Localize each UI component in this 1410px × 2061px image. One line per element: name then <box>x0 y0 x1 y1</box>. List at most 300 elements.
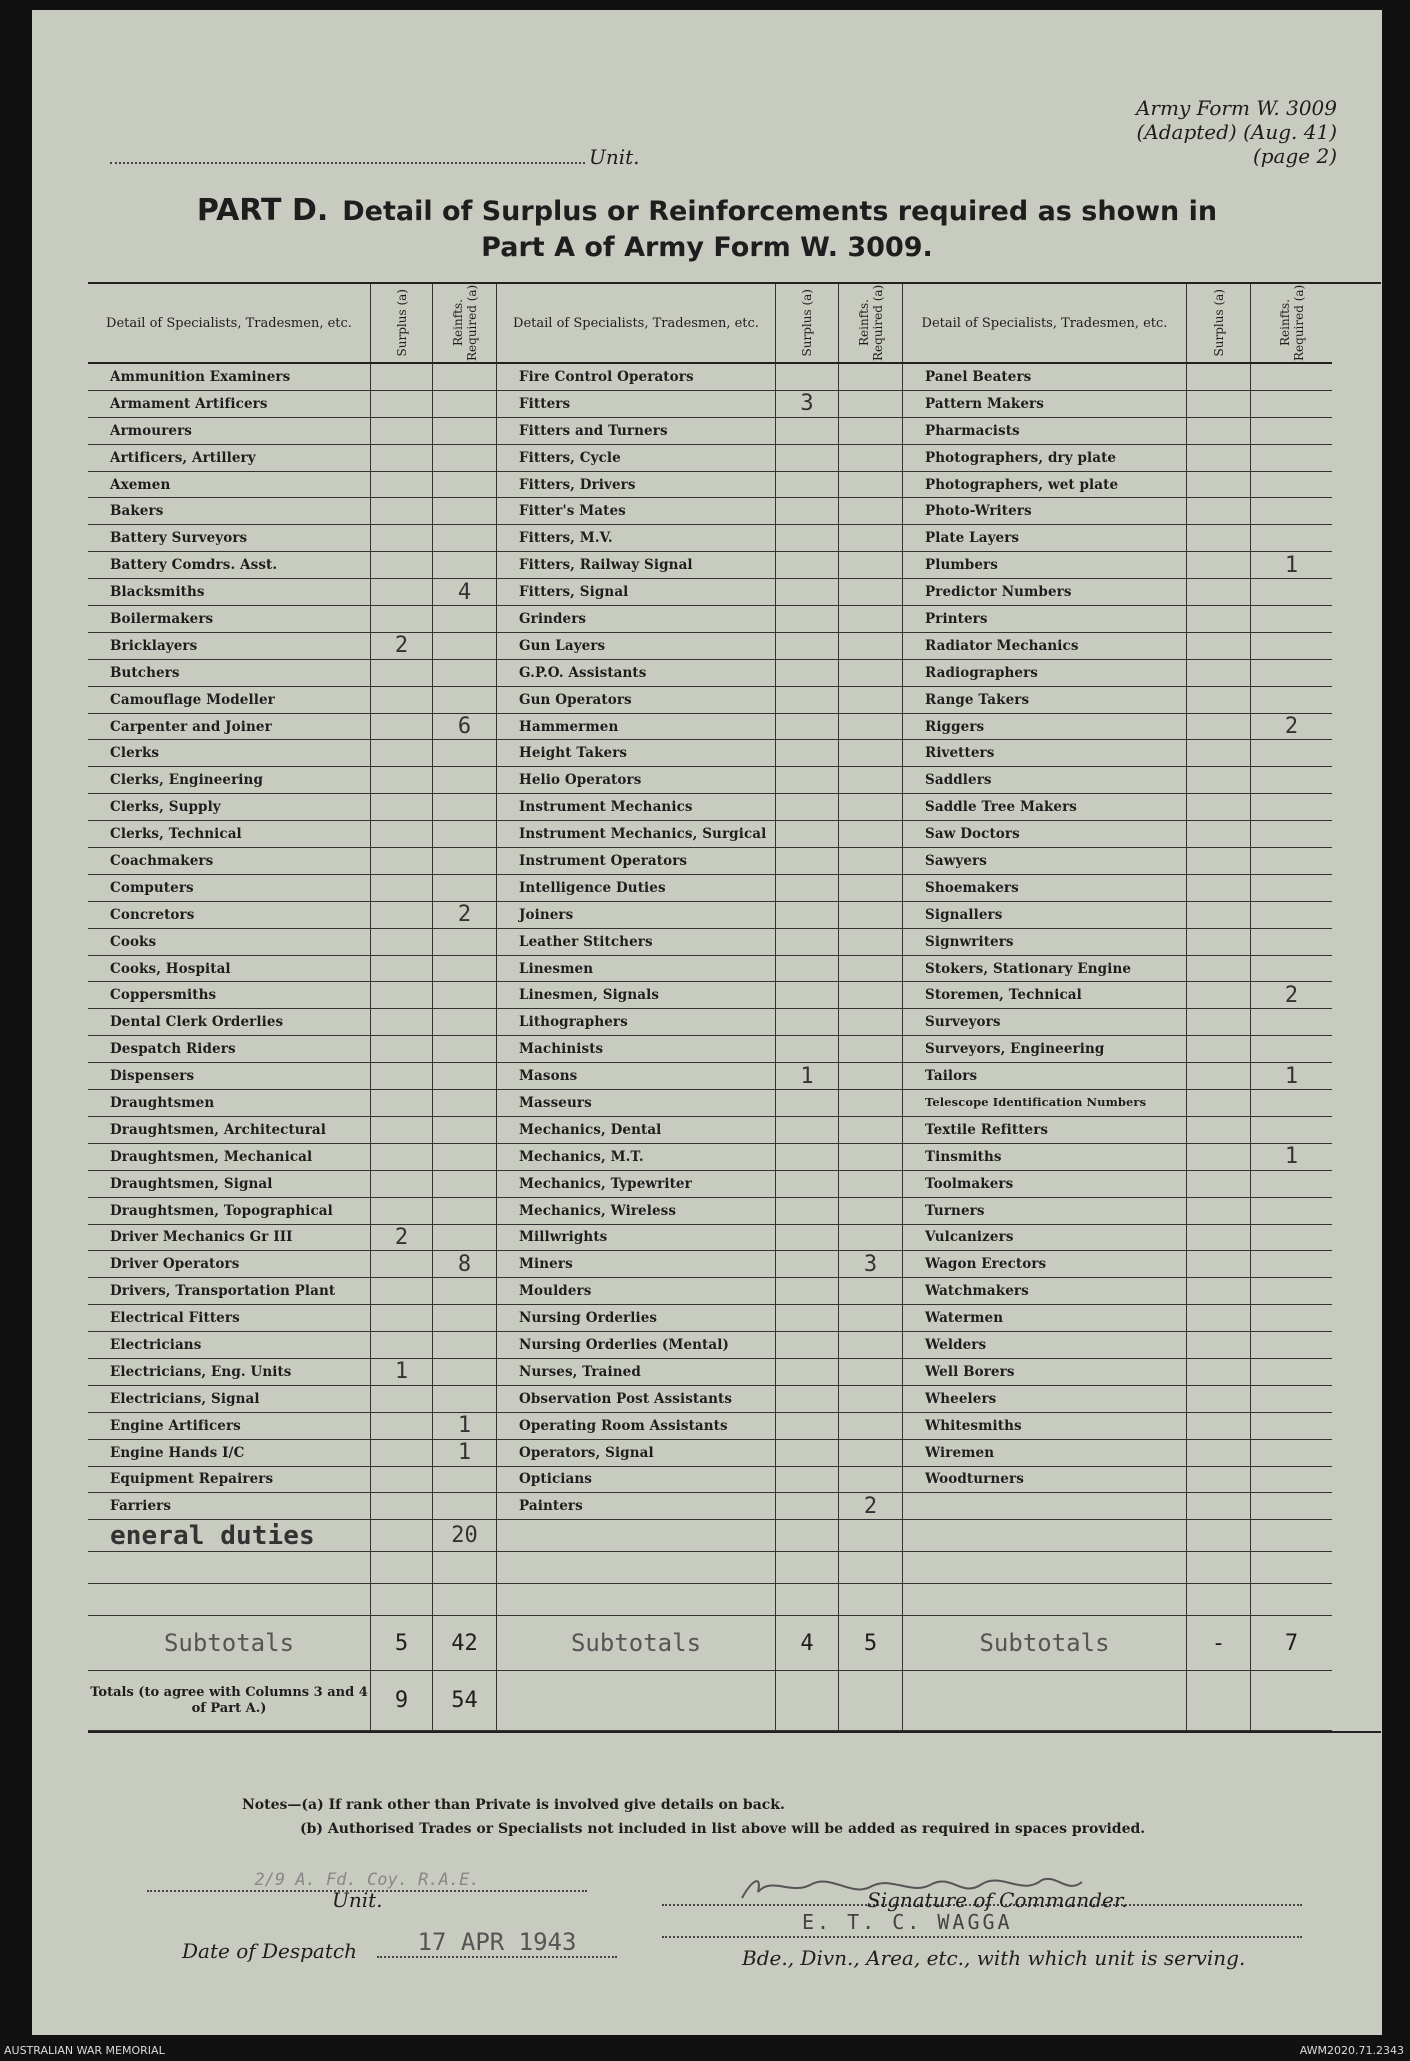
reinfts-value <box>433 660 497 687</box>
surplus-value <box>1187 929 1251 956</box>
trade-label: Panel Beaters <box>903 364 1187 391</box>
trade-label: Printers <box>903 606 1187 633</box>
reinfts-value <box>1251 606 1332 633</box>
surplus-value <box>776 552 839 579</box>
reinfts-value <box>1251 472 1332 499</box>
trade-label: Well Borers <box>903 1359 1187 1386</box>
trade-label: Textile Refitters <box>903 1117 1187 1144</box>
archive-footer <box>0 2044 1410 2061</box>
trade-label: Photo-Writers <box>903 498 1187 525</box>
blank-cell <box>839 1584 903 1616</box>
surplus-value <box>1187 1251 1251 1278</box>
reinfts-value <box>839 364 903 391</box>
trade-label: Dispensers <box>88 1063 371 1090</box>
header-reinfts-label: Reinfts. Required (a) <box>1277 284 1306 362</box>
trade-label: Clerks, Supply <box>88 794 371 821</box>
date-stamp: 17 APR 1943 <box>377 1928 617 1958</box>
trade-label: Electrical Fitters <box>88 1305 371 1332</box>
trade-label: Draughtsmen, Signal <box>88 1171 371 1198</box>
reinfts-value <box>433 1278 497 1305</box>
trade-label: Equipment Repairers <box>88 1467 371 1494</box>
reinfts-value <box>1251 794 1332 821</box>
surplus-value <box>371 418 433 445</box>
surplus-value <box>371 848 433 875</box>
header-reinfts <box>839 284 903 364</box>
surplus-value <box>1187 1332 1251 1359</box>
surplus-value <box>1187 1440 1251 1467</box>
trade-label: Pharmacists <box>903 418 1187 445</box>
blank-cell <box>1251 1520 1332 1552</box>
surplus-value <box>776 1332 839 1359</box>
surplus-value <box>1187 821 1251 848</box>
blank-cell <box>839 1552 903 1584</box>
surplus-value <box>371 1386 433 1413</box>
trade-label: Clerks, Technical <box>88 821 371 848</box>
reinfts-value <box>1251 579 1332 606</box>
reinfts-value <box>839 552 903 579</box>
surplus-value <box>371 956 433 983</box>
reinfts-value <box>839 418 903 445</box>
reinfts-value <box>1251 848 1332 875</box>
surplus-value <box>776 445 839 472</box>
trade-label: Saw Doctors <box>903 821 1187 848</box>
reinfts-value <box>433 1171 497 1198</box>
reinfts-value <box>1251 633 1332 660</box>
blank-cell <box>433 1584 497 1616</box>
surplus-value <box>776 1305 839 1332</box>
reinfts-value <box>839 472 903 499</box>
header-surplus <box>371 284 433 364</box>
trade-label: Engine Artificers <box>88 1413 371 1440</box>
reinfts-value: 2 <box>839 1493 903 1520</box>
surplus-value <box>776 1386 839 1413</box>
form-number: Army Form W. 3009 <box>1135 96 1337 120</box>
surplus-value <box>371 821 433 848</box>
blank-cell <box>839 1520 903 1552</box>
trade-label: Photographers, dry plate <box>903 445 1187 472</box>
surplus-value <box>776 982 839 1009</box>
reinfts-value <box>1251 1009 1332 1036</box>
trade-label: Instrument Operators <box>497 848 776 875</box>
surplus-value <box>1187 1063 1251 1090</box>
surplus-value <box>1187 1009 1251 1036</box>
surplus-value <box>1187 714 1251 741</box>
reinfts-value: 1 <box>433 1440 497 1467</box>
header-reinfts-label: Reinfts. Required (a) <box>450 284 479 362</box>
trade-label: Photographers, wet plate <box>903 472 1187 499</box>
surplus-value <box>776 633 839 660</box>
reinfts-value <box>839 579 903 606</box>
surplus-value <box>371 1467 433 1494</box>
reinfts-value: 2 <box>1251 982 1332 1009</box>
header-reinfts <box>433 284 497 364</box>
trade-label: Nursing Orderlies <box>497 1305 776 1332</box>
surplus-value <box>1187 1171 1251 1198</box>
reinfts-value <box>839 1278 903 1305</box>
trade-label: Telescope Identification Numbers <box>903 1090 1187 1117</box>
trade-label: Draughtsmen, Architectural <box>88 1117 371 1144</box>
surplus-value <box>1187 606 1251 633</box>
trade-label: Pattern Makers <box>903 391 1187 418</box>
surplus-value <box>371 687 433 714</box>
trade-label: Tailors <box>903 1063 1187 1090</box>
surplus-value <box>371 445 433 472</box>
reinfts-value: 1 <box>1251 1063 1332 1090</box>
surplus-value <box>371 929 433 956</box>
trade-label: Joiners <box>497 902 776 929</box>
trade-label: Gun Operators <box>497 687 776 714</box>
subtotal-label: Subtotals <box>903 1616 1187 1671</box>
reinfts-value <box>839 821 903 848</box>
trade-label: Operators, Signal <box>497 1440 776 1467</box>
trade-label: Machinists <box>497 1036 776 1063</box>
trade-label: Nurses, Trained <box>497 1359 776 1386</box>
surplus-value <box>371 740 433 767</box>
surplus-value <box>776 714 839 741</box>
reinfts-value <box>433 1090 497 1117</box>
reinfts-value <box>433 498 497 525</box>
reinfts-value <box>839 767 903 794</box>
trade-label: Fitters, Signal <box>497 579 776 606</box>
trade-label: Armament Artificers <box>88 391 371 418</box>
surplus-value <box>1187 848 1251 875</box>
reinfts-value: 3 <box>839 1251 903 1278</box>
trade-label: Vulcanizers <box>903 1225 1187 1252</box>
surplus-value <box>1187 364 1251 391</box>
blank-cell <box>88 1584 371 1616</box>
reinfts-value <box>1251 660 1332 687</box>
surplus-value <box>371 1036 433 1063</box>
trade-label: Millwrights <box>497 1225 776 1252</box>
trade-label: Stokers, Stationary Engine <box>903 956 1187 983</box>
blank-cell <box>903 1671 1187 1731</box>
surplus-value <box>371 982 433 1009</box>
surplus-value <box>371 498 433 525</box>
trade-label: Dental Clerk Orderlies <box>88 1009 371 1036</box>
title-part: PART D. <box>196 193 329 228</box>
trade-label: Fitters, Cycle <box>497 445 776 472</box>
reinfts-value <box>433 956 497 983</box>
note-a: Notes—(a) If rank other than Private is involved give details on back. <box>242 1797 785 1813</box>
reinfts-value <box>839 740 903 767</box>
surplus-value <box>1187 1386 1251 1413</box>
reinfts-value <box>1251 1386 1332 1413</box>
archive-name: AUSTRALIAN WAR MEMORIAL <box>4 2044 165 2057</box>
surplus-value <box>776 1144 839 1171</box>
reinfts-value: 2 <box>433 902 497 929</box>
reinfts-value <box>839 1440 903 1467</box>
surplus-value <box>776 1117 839 1144</box>
reinfts-value <box>839 794 903 821</box>
form-edition: (Adapted) (Aug. 41) <box>1136 120 1337 144</box>
trade-label: Surveyors <box>903 1009 1187 1036</box>
trade-label: Driver Mechanics Gr III <box>88 1225 371 1252</box>
trade-label: Bricklayers <box>88 633 371 660</box>
blank-cell <box>776 1671 839 1731</box>
surplus-value <box>1187 982 1251 1009</box>
trade-label: Woodturners <box>903 1467 1187 1494</box>
blank-cell <box>1187 1520 1251 1552</box>
reinfts-value <box>1251 1359 1332 1386</box>
surplus-value <box>1187 1413 1251 1440</box>
blank-cell <box>903 1520 1187 1552</box>
trade-label: Height Takers <box>497 740 776 767</box>
reinfts-value <box>839 848 903 875</box>
reinfts-value <box>839 1117 903 1144</box>
reinfts-value <box>1251 1036 1332 1063</box>
general-duties-label: eneral duties <box>88 1520 371 1552</box>
reinfts-value <box>839 606 903 633</box>
reinfts-value <box>1251 740 1332 767</box>
reinfts-value <box>1251 687 1332 714</box>
trade-label: Masons <box>497 1063 776 1090</box>
reinfts-value <box>1251 1305 1332 1332</box>
surplus-value <box>776 821 839 848</box>
surplus-value: 1 <box>776 1063 839 1090</box>
reinfts-value <box>433 1225 497 1252</box>
surplus-value <box>776 1359 839 1386</box>
reinfts-value <box>1251 1090 1332 1117</box>
blank-cell <box>88 1552 371 1584</box>
reinfts-value <box>433 606 497 633</box>
surplus-value <box>1187 1144 1251 1171</box>
trade-label: Linesmen <box>497 956 776 983</box>
trade-label: Coachmakers <box>88 848 371 875</box>
reinfts-value <box>839 633 903 660</box>
reinfts-value <box>839 1413 903 1440</box>
surplus-value <box>1187 498 1251 525</box>
surplus-value <box>776 579 839 606</box>
subtotal-reinfts: 5 <box>839 1616 903 1671</box>
reinfts-value: 4 <box>433 579 497 606</box>
surplus-value <box>776 364 839 391</box>
trade-label: Gun Layers <box>497 633 776 660</box>
reinfts-value <box>433 1009 497 1036</box>
trade-label: Miners <box>497 1251 776 1278</box>
trade-label: Rivetters <box>903 740 1187 767</box>
trade-label: Instrument Mechanics, Surgical <box>497 821 776 848</box>
general-duties-reinfts: 20 <box>433 1520 497 1552</box>
reinfts-value <box>1251 1171 1332 1198</box>
reinfts-value <box>1251 1117 1332 1144</box>
reinfts-value <box>839 445 903 472</box>
reinfts-value <box>1251 875 1332 902</box>
header-surplus-label: Surplus (a) <box>394 289 409 357</box>
reinfts-value <box>433 1386 497 1413</box>
header-reinfts <box>1251 284 1332 364</box>
blank-cell <box>497 1584 776 1616</box>
reinfts-value <box>433 1144 497 1171</box>
surplus-value <box>1187 472 1251 499</box>
surplus-value <box>1187 445 1251 472</box>
reinfts-value <box>433 1063 497 1090</box>
reinfts-value <box>839 1171 903 1198</box>
surplus-value <box>776 1009 839 1036</box>
trade-label: Hammermen <box>497 714 776 741</box>
reinfts-value <box>433 1467 497 1494</box>
trade-label: Signallers <box>903 902 1187 929</box>
surplus-value <box>1187 1493 1251 1520</box>
signature-caption: Signature of Commander. <box>867 1888 1128 1912</box>
header-surplus <box>776 284 839 364</box>
reinfts-value <box>433 1198 497 1225</box>
trade-label: Wheelers <box>903 1386 1187 1413</box>
trade-label: Clerks <box>88 740 371 767</box>
surplus-value <box>776 472 839 499</box>
trade-label: Fire Control Operators <box>497 364 776 391</box>
trade-label: Linesmen, Signals <box>497 982 776 1009</box>
reinfts-value <box>433 552 497 579</box>
reinfts-value <box>433 687 497 714</box>
reinfts-value <box>1251 1467 1332 1494</box>
trade-label: Farriers <box>88 1493 371 1520</box>
trade-label: Clerks, Engineering <box>88 767 371 794</box>
reinfts-value <box>839 687 903 714</box>
header-reinfts-label: Reinfts. Required (a) <box>856 284 885 362</box>
trade-label: Electricians <box>88 1332 371 1359</box>
surplus-value <box>776 1467 839 1494</box>
trade-label: Mechanics, Dental <box>497 1117 776 1144</box>
reinfts-value <box>433 1036 497 1063</box>
trade-label: Instrument Mechanics <box>497 794 776 821</box>
surplus-value <box>776 902 839 929</box>
subtotal-surplus: 4 <box>776 1616 839 1671</box>
trade-label: Shoemakers <box>903 875 1187 902</box>
surplus-value <box>1187 1467 1251 1494</box>
trade-label: Leather Stitchers <box>497 929 776 956</box>
reinfts-value <box>839 1305 903 1332</box>
surplus-value <box>776 1493 839 1520</box>
surplus-value <box>776 1413 839 1440</box>
archive-id: AWM2020.71.2343 <box>1299 2044 1404 2057</box>
reinfts-value <box>839 1144 903 1171</box>
surplus-value <box>776 1225 839 1252</box>
trade-label: Range Takers <box>903 687 1187 714</box>
trade-label: Mechanics, Typewriter <box>497 1171 776 1198</box>
reinfts-value <box>839 1359 903 1386</box>
trade-label: Engine Hands I/C <box>88 1440 371 1467</box>
header-surplus <box>1187 284 1251 364</box>
trade-label: Wiremen <box>903 1440 1187 1467</box>
surplus-value <box>776 498 839 525</box>
reinfts-value <box>433 875 497 902</box>
surplus-value <box>776 1090 839 1117</box>
reinfts-value <box>1251 929 1332 956</box>
unit-header-label: Unit. <box>589 145 640 169</box>
blank-cell <box>1251 1552 1332 1584</box>
trade-label: Fitters, M.V. <box>497 525 776 552</box>
trade-label: Computers <box>88 875 371 902</box>
surplus-value <box>1187 875 1251 902</box>
note-b: (b) Authorised Trades or Specialists not included in list above will be added as required in spaces provided. <box>300 1821 1146 1837</box>
trade-label: Fitter's Mates <box>497 498 776 525</box>
reinfts-value <box>433 1359 497 1386</box>
surplus-value <box>776 956 839 983</box>
blank-cell <box>1187 1552 1251 1584</box>
trade-label: Radiographers <box>903 660 1187 687</box>
totals-surplus: 9 <box>371 1671 433 1731</box>
reinfts-value <box>433 821 497 848</box>
surplus-value <box>1187 1198 1251 1225</box>
trade-label: Plumbers <box>903 552 1187 579</box>
blank-cell <box>1251 1671 1332 1731</box>
bde-caption: Bde., Divn., Area, etc., with which unit is serving. <box>742 1946 1246 1970</box>
surplus-value <box>776 1198 839 1225</box>
reinfts-value <box>433 794 497 821</box>
trade-label: Tinsmiths <box>903 1144 1187 1171</box>
reinfts-value <box>1251 1332 1332 1359</box>
reinfts-value <box>1251 1440 1332 1467</box>
reinfts-value <box>1251 445 1332 472</box>
surplus-value <box>1187 1359 1251 1386</box>
reinfts-value <box>839 929 903 956</box>
reinfts-value <box>839 1009 903 1036</box>
reinfts-value: 1 <box>433 1413 497 1440</box>
trade-label: Wagon Erectors <box>903 1251 1187 1278</box>
trade-label: Boilermakers <box>88 606 371 633</box>
reinfts-value <box>1251 1251 1332 1278</box>
reinfts-value: 2 <box>1251 714 1332 741</box>
blank-cell <box>903 1584 1187 1616</box>
reinfts-value <box>433 767 497 794</box>
trade-label: Electricians, Signal <box>88 1386 371 1413</box>
surplus-value <box>371 875 433 902</box>
reinfts-value <box>433 740 497 767</box>
blank-cell <box>839 1671 903 1731</box>
trade-label: Axemen <box>88 472 371 499</box>
trade-label: Coppersmiths <box>88 982 371 1009</box>
surplus-value <box>371 1251 433 1278</box>
trade-label: Battery Surveyors <box>88 525 371 552</box>
reinfts-value: 1 <box>1251 552 1332 579</box>
surplus-value <box>776 794 839 821</box>
trade-label: Watermen <box>903 1305 1187 1332</box>
surplus-value <box>371 794 433 821</box>
surplus-value <box>371 1493 433 1520</box>
trade-label: Fitters and Turners <box>497 418 776 445</box>
blank-cell <box>1251 1584 1332 1616</box>
reinfts-value <box>433 1117 497 1144</box>
reinfts-value <box>839 1386 903 1413</box>
trade-label: Saddlers <box>903 767 1187 794</box>
bde-line <box>662 1936 1302 1938</box>
reinfts-value <box>433 472 497 499</box>
reinfts-value <box>433 445 497 472</box>
surplus-value <box>1187 740 1251 767</box>
unit-stamp: 2/9 A. Fd. Coy. R.A.E. <box>147 1870 587 1892</box>
reinfts-value <box>839 1090 903 1117</box>
trade-label: Draughtsmen <box>88 1090 371 1117</box>
bde-stamp: E. T. C. WAGGA <box>802 1910 1013 1934</box>
trade-label: Mechanics, M.T. <box>497 1144 776 1171</box>
surplus-value <box>776 1251 839 1278</box>
reinfts-value: 1 <box>1251 1144 1332 1171</box>
blank-cell <box>903 1552 1187 1584</box>
surplus-value <box>371 606 433 633</box>
trade-label: Helio Operators <box>497 767 776 794</box>
surplus-value <box>371 1171 433 1198</box>
totals-reinfts: 54 <box>433 1671 497 1731</box>
subtotal-label: Subtotals <box>88 1616 371 1671</box>
trade-label: Grinders <box>497 606 776 633</box>
surplus-value <box>371 552 433 579</box>
reinfts-value <box>433 1305 497 1332</box>
trade-label: Lithographers <box>497 1009 776 1036</box>
reinfts-value <box>839 982 903 1009</box>
trade-label: Mechanics, Wireless <box>497 1198 776 1225</box>
surplus-value <box>1187 525 1251 552</box>
trade-label: Armourers <box>88 418 371 445</box>
